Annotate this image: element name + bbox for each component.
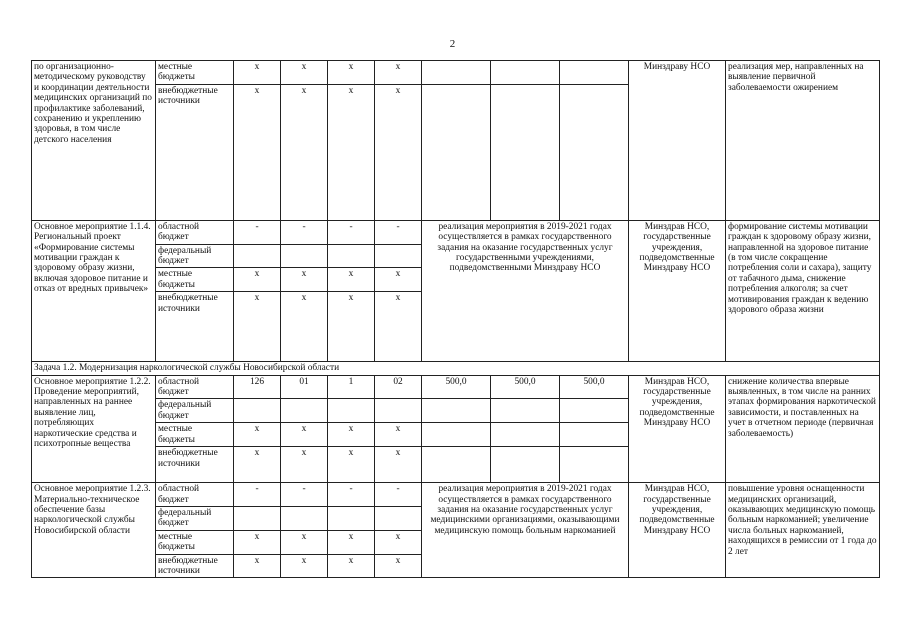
amount-2020: 500,0 — [491, 375, 560, 399]
code-cell: x — [281, 530, 328, 554]
amount-cell — [491, 423, 560, 447]
code-cell: x — [281, 268, 328, 292]
executor: Минздраву НСО — [629, 61, 726, 221]
amount-cell — [422, 61, 491, 85]
page-number: 2 — [449, 38, 456, 50]
source-local: местные бюджеты — [156, 530, 234, 554]
code-cell: x — [328, 554, 375, 578]
expected-result: повышение уровня оснащенности медицинских организаций, оказывающих медицинскую помощь больным наркоманией; увеличение числа больных наркоманией, находящихся в ремиссии от 1 года до 2 лет — [726, 483, 880, 578]
code-cell: x — [281, 423, 328, 447]
code-gp: 01 — [281, 375, 328, 399]
executor: Минздрав НСО, государственные учреждения, подведомственные Минздраву НСО — [629, 375, 726, 482]
amount-cell — [491, 447, 560, 483]
expected-result: реализация мер, направленных на выявление первичной заболеваемости ожирением — [726, 61, 880, 221]
code-cell: x — [281, 292, 328, 362]
code-cell: x — [234, 292, 281, 362]
code-cell — [281, 506, 328, 530]
expected-result: снижение количества впервые выявленных, в том числе на ранних этапах формирования наркотической зависимости, и поставленных на учет в отчетном периоде (первичная заболеваемость) — [726, 375, 880, 482]
source-local: местные бюджеты — [156, 423, 234, 447]
source-extrabudgetary: внебюджетные источники — [156, 447, 234, 483]
amount-cell — [422, 84, 491, 220]
code-cell: x — [328, 268, 375, 292]
code-cell: x — [281, 554, 328, 578]
source-regional: областной бюджет — [156, 375, 234, 399]
amount-cell — [422, 399, 491, 423]
activity-name: Основное мероприятие 1.2.3. Материально-техническое обеспечение базы наркологической службы Новосибирской области — [32, 483, 156, 578]
source-federal: федеральный бюджет — [156, 244, 234, 268]
executor: Минздрав НСО, государственные учреждения, подведомственные Минздраву НСО — [629, 220, 726, 361]
activity-name: по организационно-методическому руководству и координации деятельности медицинских организаций по профилактике заболеваний, сохранению и укреплению здоровья, в том числе детского населения — [32, 61, 156, 221]
code-cell — [234, 506, 281, 530]
amount-cell — [560, 61, 629, 85]
source-extrabudgetary: внебюджетные источники — [156, 554, 234, 578]
code-cell: x — [328, 292, 375, 362]
source-federal: федеральный бюджет — [156, 506, 234, 530]
code-cell — [234, 244, 281, 268]
activity-name: Основное мероприятие 1.1.4. Региональный проект «Формирование системы мотивации граждан к здоровому образу жизни, включая здоровое питание и отказ от вредных привычек» — [32, 220, 156, 361]
code-cell: x — [375, 84, 422, 220]
amount-cell — [422, 447, 491, 483]
amount-cell — [560, 423, 629, 447]
amount-2019: 500,0 — [422, 375, 491, 399]
code-cell: x — [234, 447, 281, 483]
code-cell: x — [328, 84, 375, 220]
code-cell: x — [375, 61, 422, 85]
activity-name: Основное мероприятие 1.2.2. Проведение мероприятий, направленных на раннее выявление лиц, потребляющих наркотические средства и психотропные вещества — [32, 375, 156, 482]
source-extrabudgetary: внебюджетные источники — [156, 292, 234, 362]
code-cell: x — [375, 423, 422, 447]
amount-cell — [491, 399, 560, 423]
code-cell: x — [328, 61, 375, 85]
code-cell — [234, 399, 281, 423]
code-cell — [328, 506, 375, 530]
code-cell: - — [234, 220, 281, 244]
code-cell: x — [375, 554, 422, 578]
code-cell — [328, 244, 375, 268]
source-extrabudgetary: внебюджетные источники — [156, 84, 234, 220]
source-local: местные бюджеты — [156, 268, 234, 292]
code-cell: x — [328, 423, 375, 447]
code-cell: - — [328, 220, 375, 244]
code-cell: x — [328, 530, 375, 554]
amount-2021: 500,0 — [560, 375, 629, 399]
code-cell — [375, 506, 422, 530]
code-cell: - — [281, 220, 328, 244]
code-cell: x — [375, 268, 422, 292]
code-cell: - — [375, 483, 422, 507]
code-gmp: 126 — [234, 375, 281, 399]
code-cell — [375, 244, 422, 268]
code-cell — [281, 244, 328, 268]
amount-cell — [560, 84, 629, 220]
amount-cell — [422, 423, 491, 447]
code-cell — [281, 399, 328, 423]
code-cell: x — [281, 447, 328, 483]
code-cell: - — [328, 483, 375, 507]
source-federal: федеральный бюджет — [156, 399, 234, 423]
code-cell: x — [234, 268, 281, 292]
source-local: местные бюджеты — [156, 61, 234, 85]
code-cell: x — [234, 554, 281, 578]
code-cell: x — [234, 84, 281, 220]
code-cell: - — [281, 483, 328, 507]
task-heading: Задача 1.2. Модернизация наркологической службы Новосибирской области — [32, 362, 880, 375]
executor: Минздрав НСО, государственные учреждения, подведомственные Минздраву НСО — [629, 483, 726, 578]
code-cell: - — [234, 483, 281, 507]
amount-cell — [560, 399, 629, 423]
code-cell — [328, 399, 375, 423]
code-pgp: 1 — [328, 375, 375, 399]
code-cell: x — [328, 447, 375, 483]
code-cell: x — [281, 61, 328, 85]
source-regional: областной бюджет — [156, 483, 234, 507]
code-cell: x — [375, 530, 422, 554]
code-cell: x — [375, 292, 422, 362]
code-cell — [375, 399, 422, 423]
financing-note: реализация мероприятия в 2019-2021 годах осуществляется в рамках государственного задания на оказание государственных услуг государственными учреждениями, подведомственными Минздраву НСО — [422, 220, 629, 361]
code-om: 02 — [375, 375, 422, 399]
code-cell: - — [375, 220, 422, 244]
amount-cell — [560, 447, 629, 483]
expected-result: формирование системы мотивации граждан к здоровому образу жизни, направленной на здоровое питание (в том числе сокращение потребления соли и сахара), защиту от табачного дыма, снижение потребления алкоголя; за счет мотивирования граждан к ведению здорового образа жизни — [726, 220, 880, 361]
code-cell: x — [234, 61, 281, 85]
amount-cell — [491, 84, 560, 220]
amount-cell — [491, 61, 560, 85]
code-cell: x — [234, 423, 281, 447]
code-cell: x — [281, 84, 328, 220]
financing-note: реализация мероприятия в 2019-2021 годах осуществляется в рамках государственного задания на оказание государственных услуг медицинскими организациями, оказывающими медицинскую помощь больным наркоманией — [422, 483, 629, 578]
source-regional: областной бюджет — [156, 220, 234, 244]
code-cell: x — [375, 447, 422, 483]
program-activities-table — [31, 60, 880, 578]
code-cell: x — [234, 530, 281, 554]
